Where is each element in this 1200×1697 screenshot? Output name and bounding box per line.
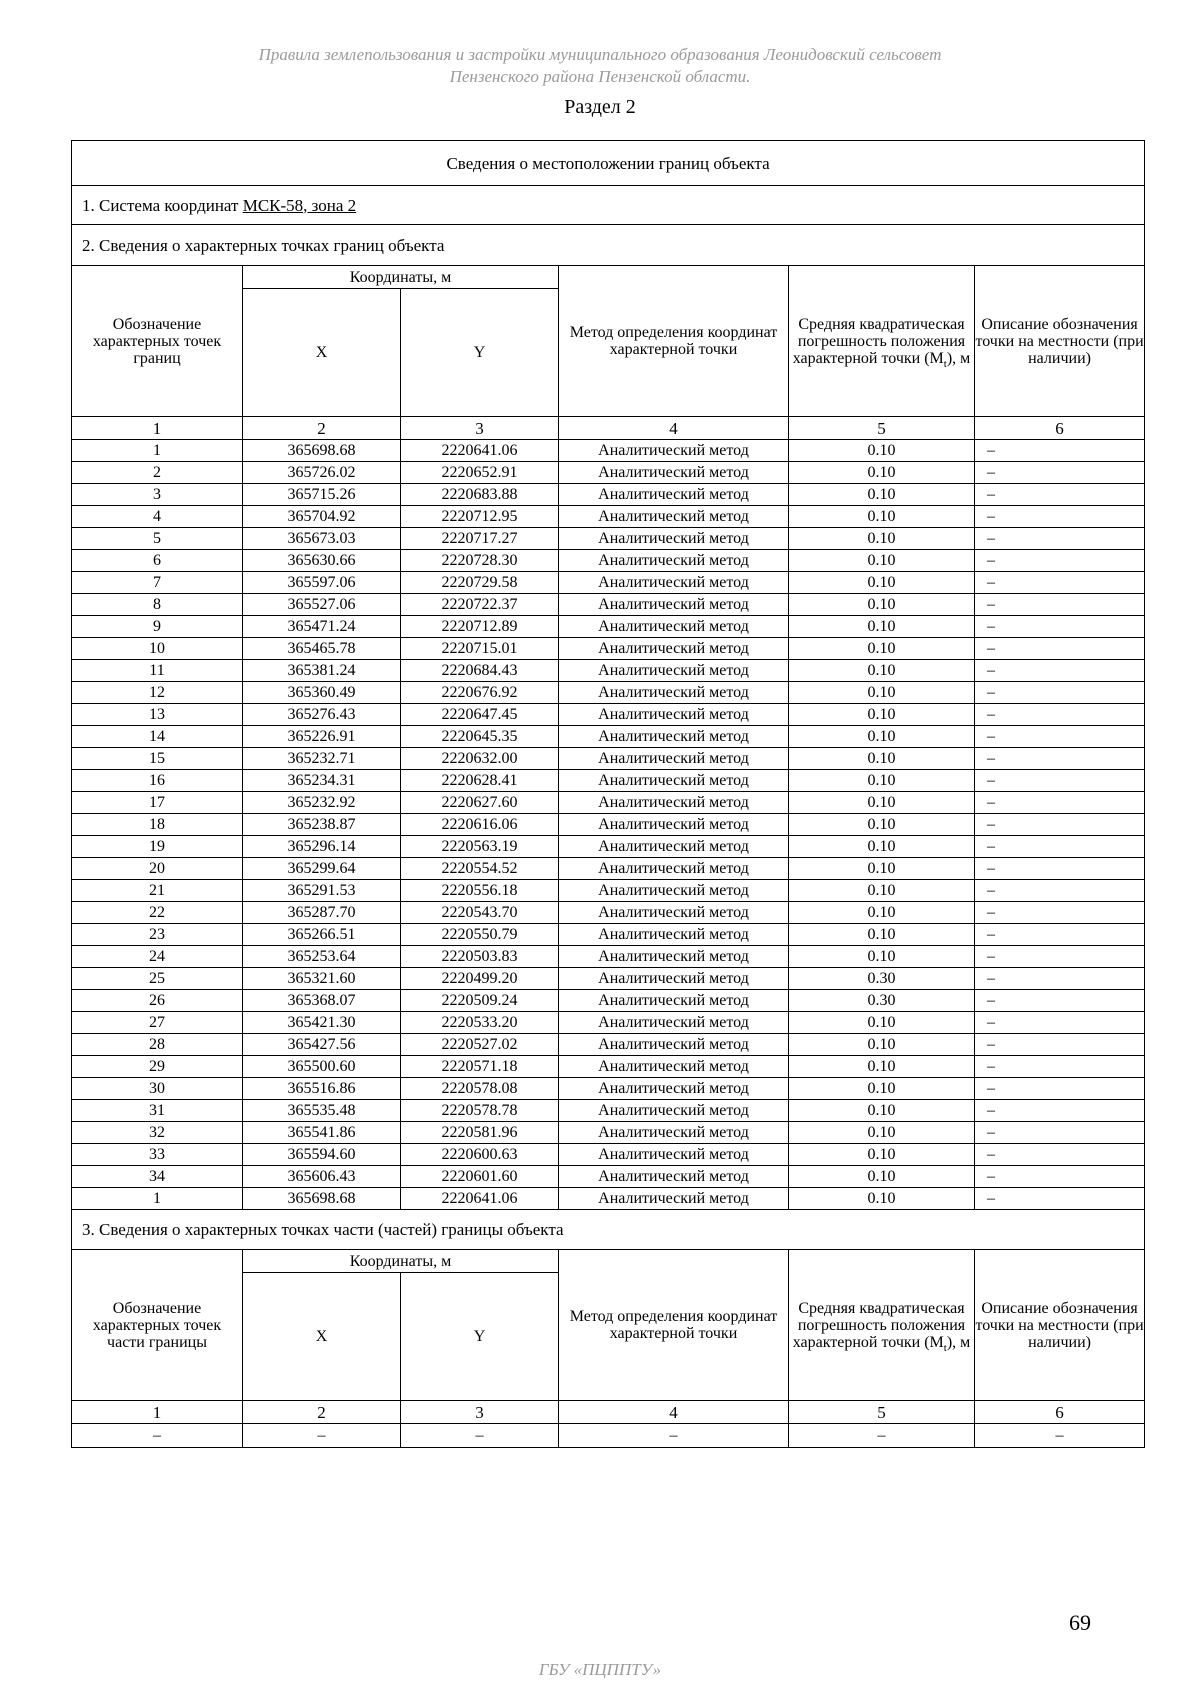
table-row: [72, 1056, 1145, 1078]
description-cell: –: [975, 616, 1145, 638]
point-id-cell: 19: [72, 836, 243, 858]
table-row: [72, 990, 1145, 1012]
y-coord-cell: 2220581.96: [401, 1122, 559, 1144]
x-coord-cell: 365527.06: [243, 594, 401, 616]
point-id-cell: 1: [72, 440, 243, 462]
point-id-cell: 3: [72, 484, 243, 506]
error-cell: 0.10: [789, 462, 975, 484]
section-3-heading: 3. Сведения о характерных точках части (частей) границы объекта: [72, 1210, 1145, 1250]
x-coord-cell: 365535.48: [243, 1100, 401, 1122]
column-number-cell: 4: [559, 417, 789, 440]
error-cell: 0.10: [789, 1122, 975, 1144]
description-cell: –: [975, 572, 1145, 594]
y-coord-cell: 2220728.30: [401, 550, 559, 572]
table-row: [72, 484, 1145, 506]
y-coord-cell: 2220647.45: [401, 704, 559, 726]
table-row: [72, 1078, 1145, 1100]
error-cell: 0.10: [789, 770, 975, 792]
header-error-tail: ), м: [946, 349, 971, 367]
header-error-text: Средняя квадратическая погрешность положения характерной точки (M: [792, 315, 966, 367]
error-cell: 0.10: [789, 638, 975, 660]
point-id-cell: 13: [72, 704, 243, 726]
y-coord-cell: 2220527.02: [401, 1034, 559, 1056]
description-cell: –: [975, 1144, 1145, 1166]
error-cell: 0.10: [789, 440, 975, 462]
x-coord-cell: 365291.53: [243, 880, 401, 902]
x-coord-cell: 365266.51: [243, 924, 401, 946]
description-cell: –: [975, 506, 1145, 528]
x-coord-cell: 365471.24: [243, 616, 401, 638]
method-cell: Аналитический метод: [559, 506, 789, 528]
error-cell: 0.10: [789, 1056, 975, 1078]
method-cell: Аналитический метод: [559, 660, 789, 682]
y-coord-cell: 2220641.06: [401, 1188, 559, 1210]
y-coord-cell: 2220641.06: [401, 440, 559, 462]
table-row: [72, 462, 1145, 484]
method-cell: Аналитический метод: [559, 484, 789, 506]
description-cell: –: [975, 660, 1145, 682]
error-cell: 0.30: [789, 968, 975, 990]
method-cell: Аналитический метод: [559, 968, 789, 990]
x-coord-cell: 365368.07: [243, 990, 401, 1012]
header2-error-text: Средняя квадратическая погрешность положения характерной точки (M: [792, 1299, 966, 1351]
method-cell: Аналитический метод: [559, 1188, 789, 1210]
point-id-cell: 29: [72, 1056, 243, 1078]
column-number-cell: 2: [243, 417, 401, 440]
header-point: Обозначение характерных точек границ: [72, 266, 243, 417]
point-id-cell: 30: [72, 1078, 243, 1100]
description-cell: –: [975, 770, 1145, 792]
table-row: [72, 638, 1145, 660]
error-cell: 0.10: [789, 792, 975, 814]
description-cell: –: [975, 792, 1145, 814]
method-cell: Аналитический метод: [559, 990, 789, 1012]
header-line-2: Пензенского района Пензенской области.: [449, 67, 751, 86]
point-id-cell: 4: [72, 506, 243, 528]
header2-point: Обозначение характерных точек части границы: [72, 1250, 243, 1401]
y-coord-cell: 2220645.35: [401, 726, 559, 748]
error-cell: 0.10: [789, 1078, 975, 1100]
table-row: [72, 924, 1145, 946]
point-id-cell: 20: [72, 858, 243, 880]
error-cell: 0.10: [789, 506, 975, 528]
description-cell: –: [975, 484, 1145, 506]
table-row: [72, 704, 1145, 726]
error-cell: 0.10: [789, 550, 975, 572]
x-coord-cell: 365232.92: [243, 792, 401, 814]
y-coord-cell: 2220729.58: [401, 572, 559, 594]
table-row: [72, 748, 1145, 770]
y-coord-cell: 2220533.20: [401, 1012, 559, 1034]
point-id-cell: 24: [72, 946, 243, 968]
description-cell: –: [975, 748, 1145, 770]
header2-error-tail: ), м: [946, 1333, 971, 1351]
point-id-cell: 27: [72, 1012, 243, 1034]
x-coord-cell: 365698.68: [243, 440, 401, 462]
description-cell: –: [975, 924, 1145, 946]
method-cell: Аналитический метод: [559, 682, 789, 704]
error-cell: 0.10: [789, 748, 975, 770]
table-row: [72, 1100, 1145, 1122]
x-coord-cell: 365673.03: [243, 528, 401, 550]
error-cell: 0.10: [789, 1100, 975, 1122]
y-coord-cell: 2220628.41: [401, 770, 559, 792]
method-cell: Аналитический метод: [559, 836, 789, 858]
description-cell: –: [975, 814, 1145, 836]
table-row: [72, 726, 1145, 748]
description-cell: –: [975, 1056, 1145, 1078]
footer-org: ГБУ «ПЦППТУ»: [538, 1660, 662, 1679]
table-row: [72, 902, 1145, 924]
y-coord-cell: 2220499.20: [401, 968, 559, 990]
table-row: [72, 770, 1145, 792]
method-cell: Аналитический метод: [559, 814, 789, 836]
table-row: [72, 946, 1145, 968]
error-cell: 0.10: [789, 682, 975, 704]
method-cell: Аналитический метод: [559, 616, 789, 638]
error-cell: 0.10: [789, 836, 975, 858]
page-number: 69: [1069, 1610, 1091, 1635]
error-cell: 0.10: [789, 528, 975, 550]
y-coord-cell: 2220600.63: [401, 1144, 559, 1166]
x-coord-cell: 365726.02: [243, 462, 401, 484]
table-row: [72, 660, 1145, 682]
point-id-cell: 8: [72, 594, 243, 616]
point-id-cell: 22: [72, 902, 243, 924]
x-coord-cell: 365321.60: [243, 968, 401, 990]
description-cell: –: [975, 550, 1145, 572]
x-coord-cell: 365516.86: [243, 1078, 401, 1100]
table-row: [72, 550, 1145, 572]
empty-parts-row: [72, 1424, 1145, 1448]
error-cell: 0.10: [789, 572, 975, 594]
point-id-cell: 32: [72, 1122, 243, 1144]
point-id-cell: 16: [72, 770, 243, 792]
empty-parts-cell: –: [72, 1424, 243, 1448]
method-cell: Аналитический метод: [559, 704, 789, 726]
error-cell: 0.10: [789, 946, 975, 968]
x-coord-cell: 365606.43: [243, 1166, 401, 1188]
empty-parts-cell: –: [401, 1424, 559, 1448]
point-id-cell: 34: [72, 1166, 243, 1188]
x-coord-cell: 365597.06: [243, 572, 401, 594]
description-cell: –: [975, 880, 1145, 902]
y-coord-cell: 2220717.27: [401, 528, 559, 550]
x-coord-cell: 365276.43: [243, 704, 401, 726]
description-cell: –: [975, 528, 1145, 550]
point-id-cell: 28: [72, 1034, 243, 1056]
x-coord-cell: 365630.66: [243, 550, 401, 572]
y-coord-cell: 2220509.24: [401, 990, 559, 1012]
x-coord-cell: 365226.91: [243, 726, 401, 748]
description-cell: –: [975, 462, 1145, 484]
method-cell: Аналитический метод: [559, 462, 789, 484]
description-cell: –: [975, 1122, 1145, 1144]
x-coord-cell: 365299.64: [243, 858, 401, 880]
y-coord-cell: 2220627.60: [401, 792, 559, 814]
table-row: [72, 594, 1145, 616]
header2-method: Метод определения координат характерной точки: [559, 1250, 789, 1401]
table-row: [72, 1012, 1145, 1034]
y-coord-cell: 2220578.78: [401, 1100, 559, 1122]
column-number-cell: 1: [72, 417, 243, 440]
error-cell: 0.10: [789, 814, 975, 836]
x-coord-cell: 365296.14: [243, 836, 401, 858]
y-coord-cell: 2220715.01: [401, 638, 559, 660]
header-error: [789, 266, 975, 417]
method-cell: Аналитический метод: [559, 880, 789, 902]
table-row: [72, 1188, 1145, 1210]
description-cell: –: [975, 594, 1145, 616]
x-coord-cell: 365381.24: [243, 660, 401, 682]
header-y: Y: [401, 289, 559, 417]
table-row: [72, 506, 1145, 528]
error-cell: 0.10: [789, 880, 975, 902]
y-coord-cell: 2220601.60: [401, 1166, 559, 1188]
point-id-cell: 6: [72, 550, 243, 572]
method-cell: Аналитический метод: [559, 792, 789, 814]
column-number-cell: 1: [72, 1401, 243, 1424]
method-cell: Аналитический метод: [559, 748, 789, 770]
method-cell: Аналитический метод: [559, 924, 789, 946]
column-number-cell: 5: [789, 417, 975, 440]
error-cell: 0.10: [789, 1034, 975, 1056]
y-coord-cell: 2220571.18: [401, 1056, 559, 1078]
point-id-cell: 17: [72, 792, 243, 814]
table-row: [72, 440, 1145, 462]
error-cell: 0.10: [789, 704, 975, 726]
y-coord-cell: 2220684.43: [401, 660, 559, 682]
y-coord-cell: 2220683.88: [401, 484, 559, 506]
empty-parts-cell: –: [243, 1424, 401, 1448]
point-id-cell: 9: [72, 616, 243, 638]
description-cell: –: [975, 946, 1145, 968]
description-cell: –: [975, 968, 1145, 990]
empty-parts-cell: –: [975, 1424, 1145, 1448]
x-coord-cell: 365421.30: [243, 1012, 401, 1034]
header2-x: X: [243, 1273, 401, 1401]
y-coord-cell: 2220578.08: [401, 1078, 559, 1100]
table-row: [72, 880, 1145, 902]
point-id-cell: 1: [72, 1188, 243, 1210]
header2-error-sub: t: [943, 1341, 947, 1354]
section-title: Раздел 2: [564, 96, 636, 118]
description-cell: –: [975, 1012, 1145, 1034]
x-coord-cell: 365238.87: [243, 814, 401, 836]
x-coord-cell: 365465.78: [243, 638, 401, 660]
description-cell: –: [975, 1166, 1145, 1188]
column-number-cell: 3: [401, 417, 559, 440]
description-cell: –: [975, 1034, 1145, 1056]
error-cell: 0.10: [789, 726, 975, 748]
table-row: [72, 572, 1145, 594]
table-row: [72, 682, 1145, 704]
method-cell: Аналитический метод: [559, 528, 789, 550]
method-cell: Аналитический метод: [559, 946, 789, 968]
description-cell: –: [975, 638, 1145, 660]
header-description: Описание обозначения точки на местности (при наличии): [975, 266, 1145, 417]
table-row: [72, 1166, 1145, 1188]
y-coord-cell: 2220503.83: [401, 946, 559, 968]
column-number-cell: 4: [559, 1401, 789, 1424]
x-coord-cell: 365541.86: [243, 1122, 401, 1144]
header2-error: [789, 1250, 975, 1401]
error-cell: 0.10: [789, 484, 975, 506]
coordinate-system-label: 1. Система координат: [82, 195, 243, 215]
description-cell: –: [975, 1100, 1145, 1122]
header-error-sub: t: [943, 357, 947, 370]
point-id-cell: 31: [72, 1100, 243, 1122]
column-number-cell: 2: [243, 1401, 401, 1424]
header-coords: Координаты, м: [243, 266, 559, 289]
method-cell: Аналитический метод: [559, 1144, 789, 1166]
method-cell: Аналитический метод: [559, 770, 789, 792]
table-title: Сведения о местоположении границ объекта: [72, 141, 1145, 186]
error-cell: 0.10: [789, 660, 975, 682]
y-coord-cell: 2220676.92: [401, 682, 559, 704]
method-cell: Аналитический метод: [559, 726, 789, 748]
method-cell: Аналитический метод: [559, 1078, 789, 1100]
table-row: [72, 1122, 1145, 1144]
coordinate-system-line: [72, 186, 1145, 225]
point-id-cell: 11: [72, 660, 243, 682]
coordinate-system-value: МСК-58, зона 2: [242, 195, 357, 215]
description-cell: –: [975, 902, 1145, 924]
description-cell: –: [975, 836, 1145, 858]
method-cell: Аналитический метод: [559, 638, 789, 660]
error-cell: 0.10: [789, 594, 975, 616]
point-id-cell: 21: [72, 880, 243, 902]
column-number-cell: 3: [401, 1401, 559, 1424]
description-cell: –: [975, 990, 1145, 1012]
error-cell: 0.10: [789, 1166, 975, 1188]
description-cell: –: [975, 440, 1145, 462]
point-id-cell: 18: [72, 814, 243, 836]
x-coord-cell: 365360.49: [243, 682, 401, 704]
error-cell: 0.10: [789, 1144, 975, 1166]
description-cell: –: [975, 858, 1145, 880]
method-cell: Аналитический метод: [559, 594, 789, 616]
method-cell: Аналитический метод: [559, 1122, 789, 1144]
y-coord-cell: 2220712.89: [401, 616, 559, 638]
column-number-cell: 6: [975, 1401, 1145, 1424]
empty-parts-cell: –: [789, 1424, 975, 1448]
description-cell: –: [975, 726, 1145, 748]
error-cell: 0.10: [789, 1188, 975, 1210]
point-id-cell: 12: [72, 682, 243, 704]
header2-description: Описание обозначения точки на местности (при наличии): [975, 1250, 1145, 1401]
x-coord-cell: 365287.70: [243, 902, 401, 924]
header-method: Метод определения координат характерной точки: [559, 266, 789, 417]
method-cell: Аналитический метод: [559, 1056, 789, 1078]
method-cell: Аналитический метод: [559, 902, 789, 924]
y-coord-cell: 2220632.00: [401, 748, 559, 770]
error-cell: 0.10: [789, 616, 975, 638]
y-coord-cell: 2220652.91: [401, 462, 559, 484]
point-id-cell: 7: [72, 572, 243, 594]
method-cell: Аналитический метод: [559, 1166, 789, 1188]
error-cell: 0.10: [789, 902, 975, 924]
method-cell: Аналитический метод: [559, 1100, 789, 1122]
x-coord-cell: 365500.60: [243, 1056, 401, 1078]
y-coord-cell: 2220616.06: [401, 814, 559, 836]
x-coord-cell: 365594.60: [243, 1144, 401, 1166]
y-coord-cell: 2220563.19: [401, 836, 559, 858]
method-cell: Аналитический метод: [559, 858, 789, 880]
table-row: [72, 814, 1145, 836]
y-coord-cell: 2220556.18: [401, 880, 559, 902]
header-line-1: Правила землепользования и застройки муниципального образования Леонидовский сельсовет: [258, 45, 942, 64]
empty-parts-cell: –: [559, 1424, 789, 1448]
y-coord-cell: 2220550.79: [401, 924, 559, 946]
header2-coords: Координаты, м: [243, 1250, 559, 1273]
column-number-row: [72, 417, 1145, 440]
description-cell: –: [975, 1188, 1145, 1210]
y-coord-cell: 2220722.37: [401, 594, 559, 616]
table-row: [72, 616, 1145, 638]
point-id-cell: 23: [72, 924, 243, 946]
x-coord-cell: 365698.68: [243, 1188, 401, 1210]
section-2-heading: 2. Сведения о характерных точках границ объекта: [72, 225, 1145, 266]
table-row: [72, 858, 1145, 880]
point-id-cell: 33: [72, 1144, 243, 1166]
x-coord-cell: 365715.26: [243, 484, 401, 506]
x-coord-cell: 365704.92: [243, 506, 401, 528]
error-cell: 0.30: [789, 990, 975, 1012]
x-coord-cell: 365232.71: [243, 748, 401, 770]
column-number-cell: 5: [789, 1401, 975, 1424]
point-id-cell: 15: [72, 748, 243, 770]
boundary-table: [71, 140, 1145, 1448]
method-cell: Аналитический метод: [559, 550, 789, 572]
table-row: [72, 792, 1145, 814]
x-coord-cell: 365253.64: [243, 946, 401, 968]
x-coord-cell: 365234.31: [243, 770, 401, 792]
point-id-cell: 2: [72, 462, 243, 484]
error-cell: 0.10: [789, 1012, 975, 1034]
y-coord-cell: 2220554.52: [401, 858, 559, 880]
description-cell: –: [975, 704, 1145, 726]
point-id-cell: 14: [72, 726, 243, 748]
document-header: [0, 44, 1200, 88]
method-cell: Аналитический метод: [559, 572, 789, 594]
error-cell: 0.10: [789, 924, 975, 946]
table-row: [72, 1034, 1145, 1056]
method-cell: Аналитический метод: [559, 1012, 789, 1034]
table-row: [72, 968, 1145, 990]
method-cell: Аналитический метод: [559, 440, 789, 462]
column-number-cell: 6: [975, 417, 1145, 440]
description-cell: –: [975, 1078, 1145, 1100]
header2-y: Y: [401, 1273, 559, 1401]
x-coord-cell: 365427.56: [243, 1034, 401, 1056]
error-cell: 0.10: [789, 858, 975, 880]
point-id-cell: 26: [72, 990, 243, 1012]
point-id-cell: 5: [72, 528, 243, 550]
y-coord-cell: 2220543.70: [401, 902, 559, 924]
point-id-cell: 10: [72, 638, 243, 660]
description-cell: –: [975, 682, 1145, 704]
y-coord-cell: 2220712.95: [401, 506, 559, 528]
point-id-cell: 25: [72, 968, 243, 990]
table-row: [72, 1144, 1145, 1166]
method-cell: Аналитический метод: [559, 1034, 789, 1056]
header-x: X: [243, 289, 401, 417]
table-row: [72, 836, 1145, 858]
table-row: [72, 528, 1145, 550]
column-number-row-2: [72, 1401, 1145, 1424]
